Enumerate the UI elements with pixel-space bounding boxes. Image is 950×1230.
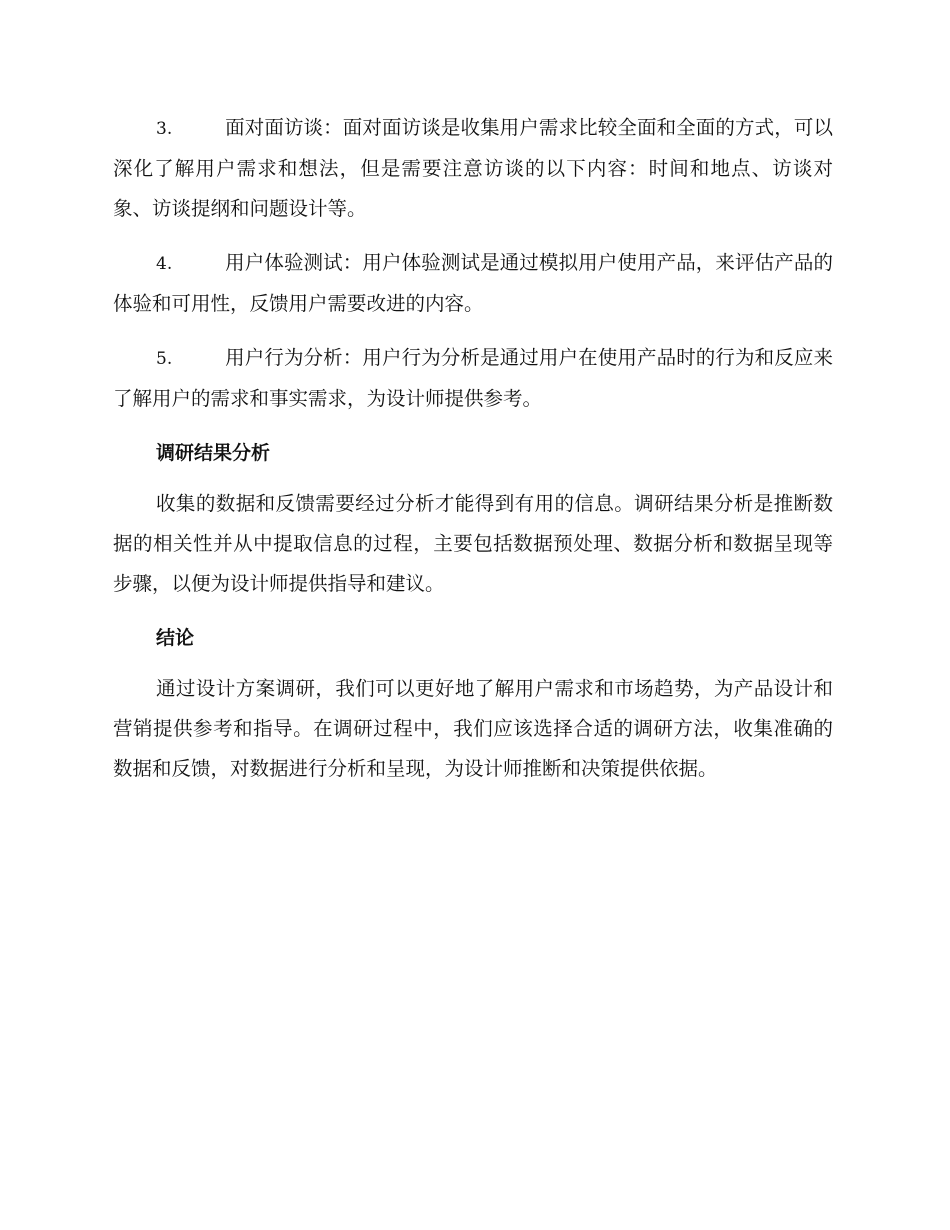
list-item-3 [113, 108, 833, 229]
list-item-5 [113, 338, 833, 419]
list-item-4 [113, 243, 833, 324]
list-text: 用户行为分析：用户行为分析是通过用户在使用产品时的行为和反应来了解用户的需求和事实需求，为设计师提供参考。 [113, 346, 833, 410]
list-number: 3. [156, 119, 173, 139]
list-number: 5. [156, 349, 173, 369]
section-body-analysis: 收集的数据和反馈需要经过分析才能得到有用的信息。调研结果分析是推断数据的相关性并从中提取信息的过程，主要包括数据预处理、数据分析和数据呈现等步骤，以便为设计师提供指导和建议。 [113, 492, 833, 595]
list-text: 面对面访谈：面对面访谈是收集用户需求比较全面和全面的方式，可以深化了解用户需求和想法，但是需要注意访谈的以下内容：时间和地点、访谈对象、访谈提纲和问题设计等。 [113, 116, 833, 220]
section-heading-analysis: 调研结果分析 [156, 442, 271, 464]
section-heading-conclusion: 结论 [156, 627, 195, 649]
document-page [113, 108, 833, 803]
list-number: 4. [156, 254, 173, 274]
list-text: 用户体验测试：用户体验测试是通过模拟用户使用产品，来评估产品的体验和可用性，反馈用户需要改进的内容。 [113, 251, 833, 315]
section-body-conclusion: 通过设计方案调研，我们可以更好地了解用户需求和市场趋势，为产品设计和营销提供参考和指导。在调研过程中，我们应该选择合适的调研方法，收集准确的数据和反馈，对数据进行分析和呈现，为设计师推断和决策提供依据。 [113, 677, 833, 780]
